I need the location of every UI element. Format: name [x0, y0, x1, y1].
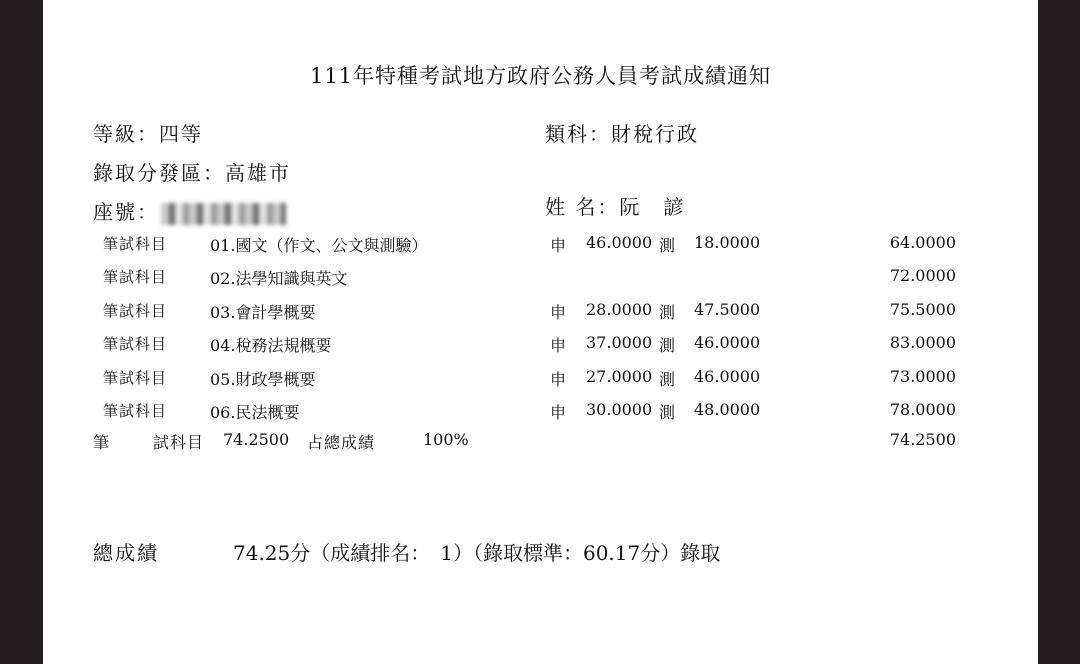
written-score: 30.0000 — [586, 400, 653, 419]
summary-share: 100% — [423, 430, 469, 449]
subject-row — [43, 233, 1038, 263]
subject-total: 73.0000 — [889, 367, 956, 386]
subject-total: 72.0000 — [889, 266, 956, 285]
summary-label-b: 試科目 — [153, 433, 205, 452]
written-score: 46.0000 — [586, 233, 653, 252]
subject-total: 64.0000 — [889, 233, 956, 252]
subject-name: 04.稅務法規概要 — [210, 336, 332, 355]
subject-flag: 申 — [550, 403, 567, 422]
overall-label: 總成績 — [93, 541, 159, 565]
subject-flag: 申 — [550, 236, 567, 255]
grade-label: 等級： — [93, 122, 159, 146]
name-field — [545, 191, 685, 220]
subject-name: 02.法學知識與英文 — [210, 269, 348, 288]
seat-label: 座號： — [93, 200, 159, 224]
written-score: 28.0000 — [586, 300, 653, 319]
district-field — [93, 157, 291, 186]
summary-label-a: 筆 — [93, 433, 110, 452]
subject-name: 03.會計學概要 — [210, 303, 316, 322]
test-label: 測 — [659, 303, 676, 322]
district-value: 高雄市 — [225, 161, 291, 185]
test-label: 測 — [659, 236, 676, 255]
subject-total: 75.5000 — [889, 300, 956, 319]
subject-row — [43, 266, 1038, 296]
document-title: 111年特種考試地方政府公務人員考試成績通知 — [309, 64, 772, 88]
test-score: 46.0000 — [694, 367, 761, 386]
subject-row-label: 筆試科目 — [103, 335, 168, 353]
category-field — [545, 118, 699, 147]
subject-name: 05.財政學概要 — [210, 370, 316, 389]
name-label: 姓 名： — [545, 195, 620, 219]
subject-flag: 申 — [550, 370, 567, 389]
subject-row — [43, 333, 1038, 363]
subject-row-label: 筆試科目 — [103, 302, 168, 320]
subject-total: 78.0000 — [889, 400, 956, 419]
subject-name: 06.民法概要 — [210, 403, 300, 422]
subject-total: 83.0000 — [889, 333, 956, 352]
grade-value: 四等 — [159, 122, 203, 146]
category-value: 財稅行政 — [611, 122, 699, 146]
subject-row-label: 筆試科目 — [103, 402, 168, 420]
subject-row-label: 筆試科目 — [103, 268, 168, 286]
score-notice-document — [43, 0, 1038, 664]
district-label: 錄取分發區： — [93, 161, 225, 185]
written-score: 37.0000 — [586, 333, 653, 352]
grade-field — [93, 118, 203, 147]
subject-row-label: 筆試科目 — [103, 235, 168, 253]
redacted-seat-number — [161, 203, 286, 225]
subject-row — [43, 300, 1038, 330]
test-score: 47.5000 — [694, 300, 761, 319]
summary-total: 74.2500 — [889, 430, 956, 449]
name-value: 阮 諺 — [619, 195, 686, 219]
overall-text: 74.25分（成績排名： 1）（錄取標準：60.17分）錄取 — [233, 541, 721, 565]
summary-score: 74.2500 — [223, 430, 290, 449]
seat-field — [93, 196, 286, 225]
subject-name: 01.國文（作文、公文與測驗） — [210, 236, 428, 255]
test-label: 測 — [659, 403, 676, 422]
subject-row — [43, 367, 1038, 397]
subject-row — [43, 400, 1038, 430]
test-label: 測 — [659, 370, 676, 389]
test-label: 測 — [659, 336, 676, 355]
category-label: 類科： — [545, 122, 611, 146]
subject-flag: 申 — [550, 303, 567, 322]
test-score: 18.0000 — [694, 233, 761, 252]
summary-share-label: 占總成績 — [307, 433, 376, 452]
subject-flag: 申 — [550, 336, 567, 355]
written-score: 27.0000 — [586, 367, 653, 386]
test-score: 48.0000 — [694, 400, 761, 419]
subject-row-label: 筆試科目 — [103, 369, 168, 387]
test-score: 46.0000 — [694, 333, 761, 352]
